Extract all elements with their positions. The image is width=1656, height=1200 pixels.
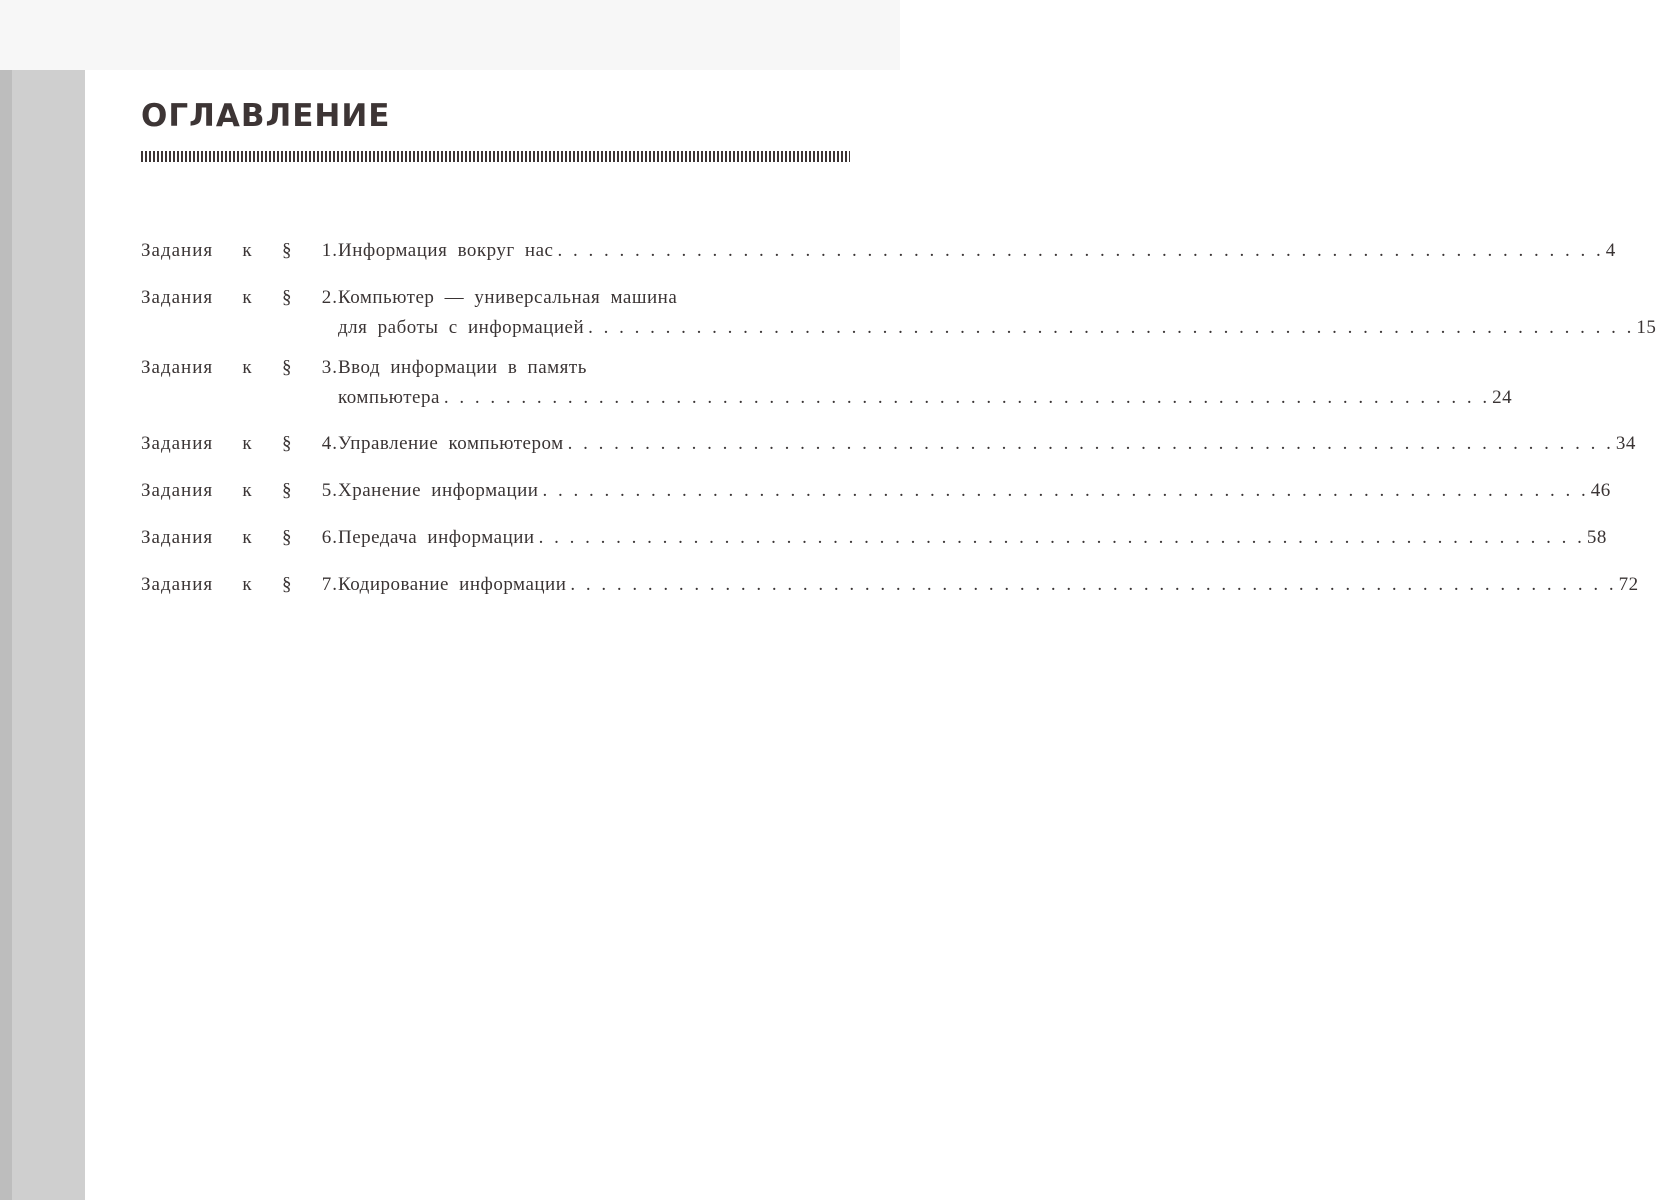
entry-preposition: к: [242, 287, 253, 308]
entry-preposition: к: [242, 480, 253, 501]
section-sign: §: [281, 433, 293, 454]
section-sign: §: [281, 287, 293, 308]
entry-title: Информация вокруг нас: [338, 240, 554, 261]
table-of-contents: [141, 236, 1656, 600]
entry-number: 3.: [321, 357, 338, 378]
entry-title-line1: Ввод информации в память: [338, 357, 587, 378]
entry-prefix: [141, 570, 338, 600]
entry-number: 5.: [321, 480, 338, 501]
previous-page-strip: [0, 0, 900, 70]
entry-number: 4.: [321, 433, 338, 454]
section-sign: §: [281, 480, 293, 501]
toc-entry[interactable]: [141, 236, 1616, 266]
section-sign: §: [281, 574, 293, 595]
section-sign: §: [281, 527, 293, 548]
entry-title: компьютера: [338, 387, 440, 408]
dot-leader: . . . . . . . . . . . . . . . . . . . . . . . . . . . . . . . . . . . . . . . . . . . . . . . . . . . . . . . . . . . . . . . . . . . .: [567, 433, 1614, 454]
page-title: ОГЛАВЛЕНИЕ: [141, 98, 391, 134]
entry-number: 7.: [321, 574, 338, 595]
entry-prefix: [141, 476, 338, 506]
entry-preposition: к: [242, 357, 253, 378]
dot-leader: . . . . . . . . . . . . . . . . . . . . . . . . . . . . . . . . . . . . . . . . . . . . . . . . . . . . . . . . . . . . . . . . . . . .: [443, 387, 1491, 408]
entry-page-number: 58: [1586, 527, 1607, 548]
entry-preposition: к: [242, 574, 253, 595]
page-gutter-band: [0, 70, 85, 1200]
entry-title: для работы с информацией: [338, 317, 585, 338]
entry-preposition: к: [242, 240, 253, 261]
page-gutter-shade: [0, 70, 12, 1200]
entry-word: Задания: [141, 287, 214, 308]
entry-prefix: [141, 429, 338, 459]
entry-word: Задания: [141, 527, 214, 548]
entry-word: Задания: [141, 240, 214, 261]
entry-title: Кодирование информации: [338, 574, 567, 595]
entry-prefix: [141, 353, 338, 383]
entry-title: Хранение информации: [338, 480, 539, 501]
title-rule: [141, 151, 850, 162]
entry-title: Передача информации: [338, 527, 535, 548]
entry-number: 2.: [321, 287, 338, 308]
dot-leader: . . . . . . . . . . . . . . . . . . . . . . . . . . . . . . . . . . . . . . . . . . . . . . . . . . . . . . . . . . . . . . . . . . . .: [570, 574, 1617, 595]
entry-preposition: к: [242, 527, 253, 548]
section-sign: §: [281, 240, 293, 261]
toc-entry[interactable]: [141, 570, 1639, 600]
entry-title-line1: Компьютер — универсальная машина: [338, 287, 678, 308]
dot-leader: . . . . . . . . . . . . . . . . . . . . . . . . . . . . . . . . . . . . . . . . . . . . . . . . . . . . . . . . . . . . . . . . . . . .: [557, 240, 1604, 261]
entry-prefix: [141, 523, 338, 553]
section-sign: §: [281, 357, 293, 378]
toc-entry[interactable]: [141, 353, 1513, 413]
entry-page-number: 15: [1636, 317, 1656, 338]
dot-leader: . . . . . . . . . . . . . . . . . . . . . . . . . . . . . . . . . . . . . . . . . . . . . . . . . . . . . . . . . . . . . . . . . . . .: [588, 317, 1635, 338]
entry-preposition: к: [242, 433, 253, 454]
entry-word: Задания: [141, 574, 214, 595]
entry-prefix: [141, 236, 338, 266]
entry-word: Задания: [141, 433, 214, 454]
entry-word: Задания: [141, 357, 214, 378]
entry-page-number: 72: [1618, 574, 1639, 595]
toc-entry[interactable]: [141, 476, 1611, 506]
entry-word: Задания: [141, 480, 214, 501]
entry-title: Управление компьютером: [338, 433, 564, 454]
dot-leader: . . . . . . . . . . . . . . . . . . . . . . . . . . . . . . . . . . . . . . . . . . . . . . . . . . . . . . . . . . . . . . . . . . . .: [542, 480, 1589, 501]
entry-number: 6.: [321, 527, 338, 548]
entry-page-number: 24: [1492, 387, 1513, 408]
entry-page-number: 46: [1590, 480, 1611, 501]
toc-entry[interactable]: [141, 283, 1656, 343]
toc-entry[interactable]: [141, 429, 1636, 459]
entry-number: 1.: [321, 240, 338, 261]
dot-leader: . . . . . . . . . . . . . . . . . . . . . . . . . . . . . . . . . . . . . . . . . . . . . . . . . . . . . . . . . . . . . . . . . . . .: [538, 527, 1585, 548]
entry-prefix: [141, 283, 338, 313]
toc-entry[interactable]: [141, 523, 1607, 553]
entry-page-number: 4: [1605, 240, 1616, 261]
entry-page-number: 34: [1615, 433, 1636, 454]
